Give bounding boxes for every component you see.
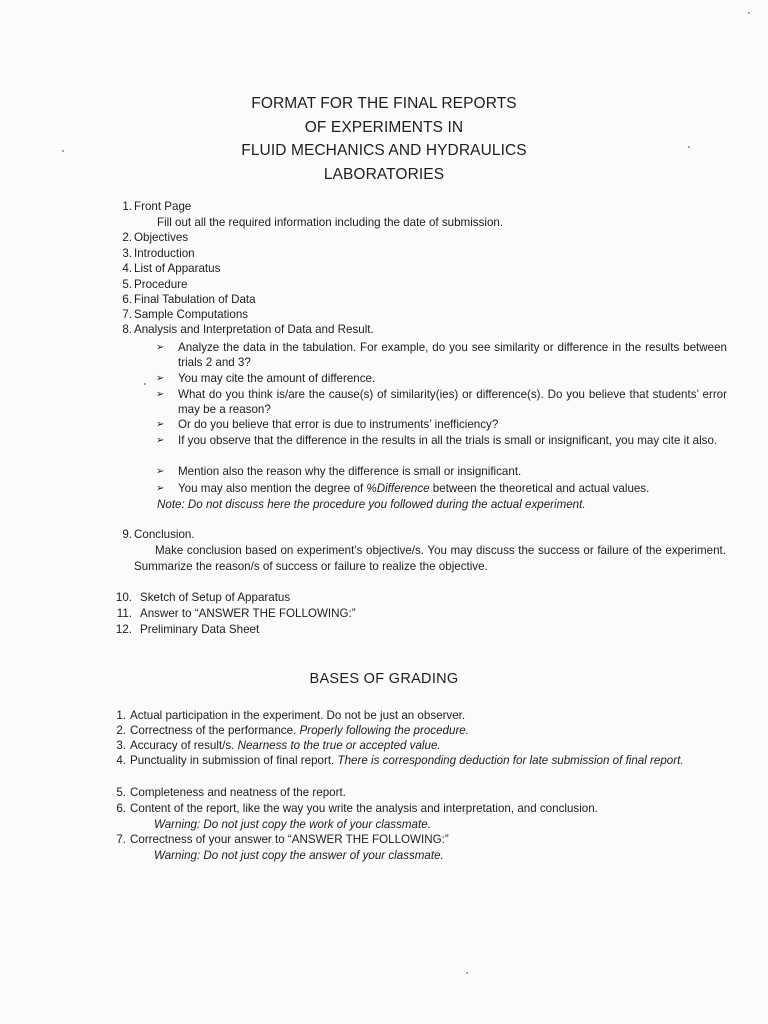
analysis-bullet [156,340,727,371]
item-label: Procedure [134,278,188,291]
arrowhead-bullet-icon: ➢ [156,342,165,353]
item-text: Completeness and neatness of the report. [130,786,346,799]
item-number: 6. [122,293,132,306]
item-label: Final Tabulation of Data [134,293,256,306]
front-page-note: Fill out all the required information including the date of submission. [157,216,504,229]
warning-7: Warning: Do not just copy the answer of your classmate. [154,849,444,862]
item-number: 12. [115,623,132,636]
arrowhead-bullet-icon: ➢ [156,466,165,477]
item-number: 5. [122,278,132,291]
item-number: 4. [122,262,132,275]
arrowhead-bullet-icon: ➢ [156,389,165,400]
item-text: Punctuality in submission of final report. [130,754,338,767]
scan-speck [62,150,64,152]
item-number: 7. [122,308,132,321]
item-text: Accuracy of result/s. [130,739,238,752]
item-number: 4. [116,754,126,767]
item-label: Conclusion. [134,528,195,541]
item-text: Actual participation in the experiment. Do not be just an observer. [130,709,466,722]
bullet-text: You may cite the amount of difference. [178,372,376,385]
arrowhead-bullet-icon: ➢ [156,483,165,494]
conclusion-paragraph: Make conclusion based on experiment’s objective/s. You may discuss the success or failure of the experiment. Summarize the reason/s of success or failure to realize the objective. [134,544,726,573]
analysis-bullet [156,433,727,448]
item-label: Sample Computations [134,308,249,321]
item-text: Correctness of the performance. [130,724,300,737]
item-number: 3. [122,247,132,260]
warning-6: Warning: Do not just copy the work of your classmate. [154,818,431,831]
item-label: List of Apparatus [134,262,221,275]
item-text-italic: There is corresponding deduction for late submission of final report. [337,754,684,767]
item-label: Preliminary Data Sheet [140,623,260,636]
item-number: 10. [115,591,132,604]
title-line: FLUID MECHANICS AND HYDRAULICS [241,142,527,159]
arrowhead-bullet-icon: ➢ [156,419,165,430]
arrowhead-bullet-icon: ➢ [156,373,165,384]
bullet-text: What do you think is/are the cause(s) of similarity(ies) or difference(s). Do you believe that students’ error may be a reason? [178,388,727,417]
title-line: LABORATORIES [323,165,445,183]
item-number: 1. [116,709,126,722]
bullet-text: You may also mention the degree of [178,482,367,495]
grading-item-4-text [130,753,726,769]
arrowhead-bullet-icon: ➢ [156,435,165,446]
analysis-note: Note: Do not discuss here the procedure you followed during the actual experiment. [157,498,586,511]
analysis-bullet [156,481,727,496]
item-number: 6. [116,802,126,815]
bullet-text: Mention also the reason why the difference is small or insignificant. [178,465,522,478]
title-line: FORMAT FOR THE FINAL REPORTS [251,95,517,112]
bullet-text: between the theoretical and actual values. [429,482,650,495]
item-label: Introduction [134,247,195,260]
bullet-text-italic: %Difference [366,482,430,495]
analysis-bullet [156,387,727,418]
item-number: 11. [116,607,132,620]
item-number: 7. [116,833,126,846]
bullet-text: If you observe that the difference in the results in all the trials is small or insignificant, you may cite it also. [178,434,718,447]
item-number: 2. [116,724,126,737]
scan-speck [144,383,146,385]
bullet-text: Or do you believe that error is due to instruments’ inefficiency? [178,418,499,431]
item-label: Analysis and Interpretation of Data and Result. [134,323,374,336]
scan-speck [466,972,468,974]
conclusion-text [134,543,726,574]
bullet-text: Analyze the data in the tabulation. For example, do you see similarity or difference in the results between trials 2 and 3? [178,341,727,370]
item-number: 8. [122,323,132,336]
item-text: Content of the report, like the way you write the analysis and interpretation, and conclusion. [130,802,598,815]
item-text-italic: Nearness to the true or accepted value. [237,739,441,752]
item-number: 3. [116,739,126,752]
item-number: 2. [122,231,132,244]
item-label: Sketch of Setup of Apparatus [140,591,291,604]
scan-speck [748,12,750,14]
item-text-italic: Properly following the procedure. [299,724,469,737]
item-number: 9. [122,528,132,541]
item-text: Correctness of your answer to “ANSWER THE FOLLOWING:” [130,833,449,846]
document-title [0,92,768,186]
item-number: 5. [116,786,126,799]
title-line: OF EXPERIMENTS IN [304,118,464,136]
scan-speck [688,146,690,148]
grading-heading: BASES OF GRADING [309,671,459,687]
item-label: Objectives [134,231,189,244]
analysis-bullet [156,371,727,386]
item-number: 1. [122,200,132,213]
item-label: Front Page [134,200,192,213]
analysis-bullet [156,464,727,479]
item-label: Answer to “ANSWER THE FOLLOWING:” [140,607,356,620]
analysis-bullet [156,417,727,432]
